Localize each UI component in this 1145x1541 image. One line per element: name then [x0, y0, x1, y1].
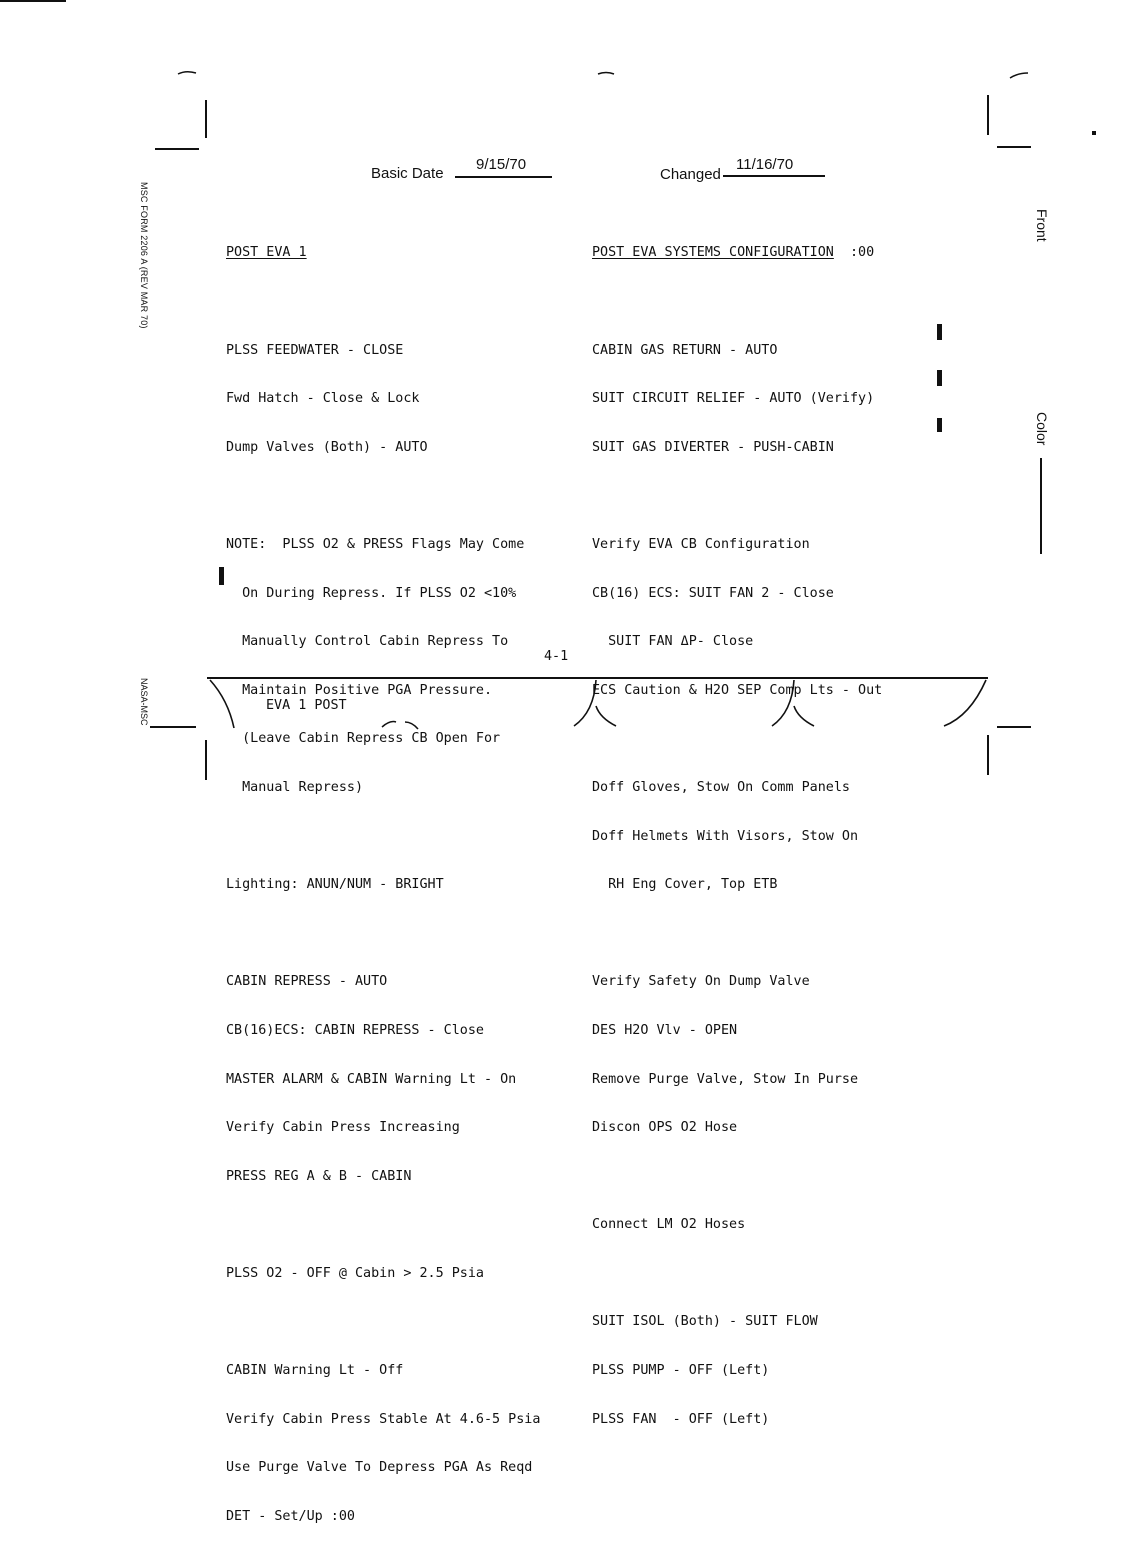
- changed-label: Changed: [660, 166, 721, 183]
- checklist-line: PLSS O2 - OFF @ Cabin > 2.5 Psia: [226, 1265, 484, 1281]
- checklist-line: ECS Caution & H2O SEP Comp Lts - Out: [592, 682, 883, 698]
- change-bar: [219, 567, 224, 585]
- note-line: Manual Repress): [226, 779, 364, 795]
- checklist-line: CABIN GAS RETURN - AUTO: [592, 342, 778, 358]
- right-column-title: POST EVA SYSTEMS CONFIGURATION: [592, 245, 834, 261]
- change-bar: [937, 324, 942, 340]
- checklist-line: Use Purge Valve To Depress PGA As Reqd: [226, 1460, 533, 1476]
- basic-date-label: Basic Date: [371, 165, 444, 182]
- checklist-line: Fwd Hatch - Close & Lock: [226, 391, 420, 407]
- note-line: On During Repress. If PLSS O2 <10%: [226, 585, 517, 601]
- checklist-line: Remove Purge Valve, Stow In Purse: [592, 1071, 859, 1087]
- checklist-line: Doff Gloves, Stow On Comm Panels: [592, 779, 850, 795]
- color-label: Color: [1034, 412, 1050, 446]
- checklist-line: DET - Set/Up :00: [226, 1508, 355, 1524]
- change-bar: [937, 418, 942, 432]
- checklist-line: PLSS FEEDWATER - CLOSE: [226, 342, 404, 358]
- checklist-line: CABIN Warning Lt - Off: [226, 1363, 404, 1379]
- left-column-title: POST EVA 1: [226, 245, 307, 261]
- basic-date-underline: [455, 176, 552, 178]
- basic-date-value: 9/15/70: [476, 156, 527, 173]
- checklist-line: Discon OPS O2 Hose: [592, 1120, 738, 1136]
- checklist-line: DES H2O Vlv - OPEN: [592, 1022, 738, 1038]
- checklist-line: Lighting: ANUN/NUM - BRIGHT: [226, 877, 444, 893]
- right-column: [592, 213, 882, 1444]
- checklist-line: Connect LM O2 Hoses: [592, 1217, 746, 1233]
- checklist-line: PLSS FAN - OFF (Left): [592, 1411, 770, 1427]
- checklist-line: SUIT CIRCUIT RELIEF - AUTO (Verify): [592, 391, 875, 407]
- checklist-line: Verify Cabin Press Stable At 4.6-5 Psia: [226, 1411, 541, 1427]
- checklist-line: CB(16)ECS: CABIN REPRESS - Close: [226, 1022, 484, 1038]
- checklist-line: Verify Cabin Press Increasing: [226, 1120, 460, 1136]
- changed-value: 11/16/70: [736, 156, 794, 173]
- changed-underline: [723, 175, 825, 177]
- note-line: Maintain Positive PGA Pressure.: [226, 682, 493, 698]
- change-bar: [937, 370, 942, 386]
- page-number: 4-1: [544, 649, 569, 664]
- checklist-line: Verify EVA CB Configuration: [592, 536, 810, 552]
- checklist-line: SUIT ISOL (Both) - SUIT FLOW: [592, 1314, 818, 1330]
- color-tab-line: [1040, 458, 1042, 554]
- checklist-line: Dump Valves (Both) - AUTO: [226, 439, 428, 455]
- note-line: Manually Control Cabin Repress To: [226, 634, 509, 650]
- right-column-title-row: [592, 245, 882, 261]
- checklist-line: PLSS PUMP - OFF (Left): [592, 1363, 770, 1379]
- checklist-line: Verify Safety On Dump Valve: [592, 974, 810, 990]
- form-id-label: MSC FORM 2206 A (REV MAR 70): [139, 182, 149, 329]
- checklist-line: RH Eng Cover, Top ETB: [592, 877, 778, 893]
- agency-label: NASA-MSC: [139, 678, 149, 726]
- right-column-title-time: :00: [849, 245, 875, 261]
- checklist-line: CABIN REPRESS - AUTO: [226, 974, 388, 990]
- checklist-line: PRESS REG A & B - CABIN: [226, 1168, 412, 1184]
- checklist-line: SUIT FAN ΔP- Close: [592, 634, 754, 650]
- left-column: [226, 213, 540, 1541]
- checklist-line: Doff Helmets With Visors, Stow On: [592, 828, 859, 844]
- checklist-line: SUIT GAS DIVERTER - PUSH-CABIN: [592, 439, 834, 455]
- front-label: Front: [1034, 209, 1050, 242]
- checklist-line: CB(16) ECS: SUIT FAN 2 - Close: [592, 585, 834, 601]
- checklist-line: MASTER ALARM & CABIN Warning Lt - On: [226, 1071, 517, 1087]
- note-line: (Leave Cabin Repress CB Open For: [226, 731, 501, 747]
- note-line: NOTE: PLSS O2 & PRESS Flags May Come: [226, 536, 525, 552]
- tab-label: EVA 1 POST: [266, 698, 347, 713]
